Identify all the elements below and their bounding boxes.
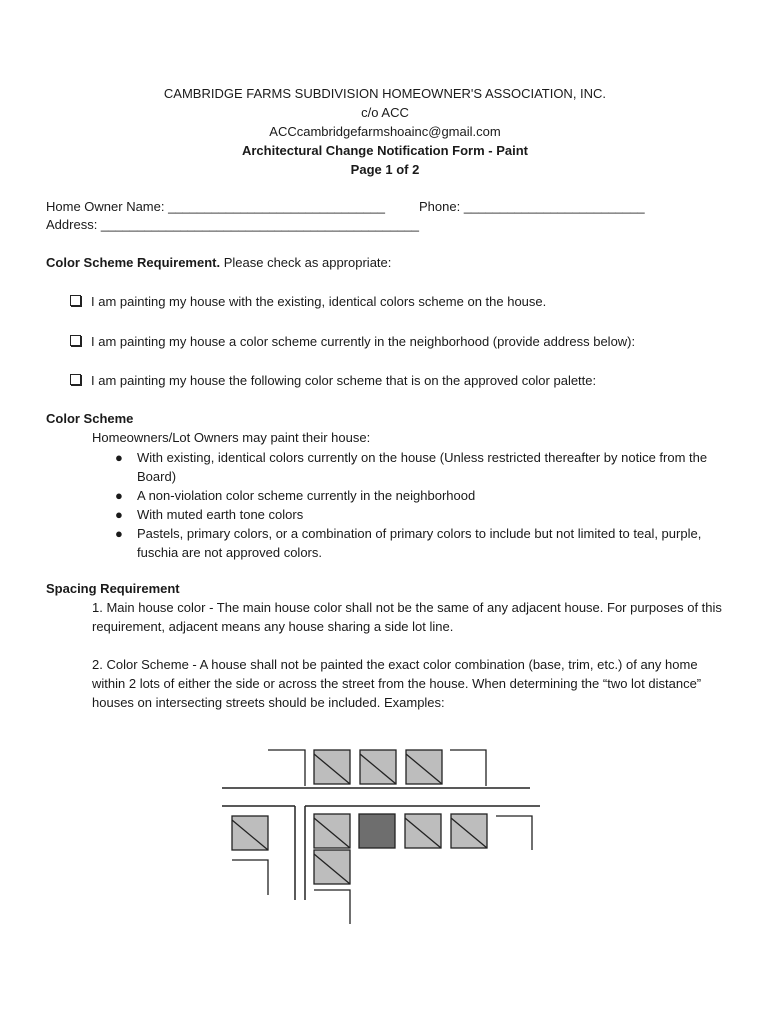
care-of-line: c/o ACC bbox=[361, 105, 409, 120]
restricted-lot bbox=[405, 814, 441, 848]
restricted-lot bbox=[406, 750, 442, 784]
spacing-item-color-scheme: 2. Color Scheme - A house shall not be painted the exact color combination (base, trim, etc.) of any home within 2 lots of either the side or across the street from the house. When determining the “two lot distance” houses on intersecting streets should be included. Examples: bbox=[92, 657, 702, 710]
form-title: Architectural Change Notification Form - Paint bbox=[241, 143, 529, 158]
list-item: ● A non-violation color scheme currently in the neighborhood bbox=[115, 488, 476, 503]
option-label: I am painting my house a color scheme currently in the neighborhood (provide address below): bbox=[91, 334, 636, 349]
list-item: ● With muted earth tone colors bbox=[115, 507, 304, 522]
empty-lot bbox=[268, 750, 305, 786]
option-label: I am painting my house the following color scheme that is on the approved color palette: bbox=[91, 373, 597, 388]
color-scheme-requirement-instruction: Please check as appropriate: bbox=[220, 255, 392, 270]
list-item: ● Pastels, primary colors, or a combination of primary colors to include but not limited to teal, purple, fuschia are not approved colors. bbox=[115, 526, 702, 560]
restricted-lot bbox=[314, 850, 350, 884]
restricted-lot bbox=[360, 750, 396, 784]
spacing-item-main-house-color: 1. Main house color - The main house color shall not be the same of any adjacent house. For purposes of this requirement, adjacent means any house sharing a side lot line. bbox=[92, 600, 722, 634]
bullet-icon: ● bbox=[115, 526, 123, 541]
spacing-requirement-heading: Spacing Requirement bbox=[46, 581, 180, 596]
empty-lot bbox=[450, 750, 486, 786]
bullet-icon: ● bbox=[115, 488, 123, 503]
restricted-lot bbox=[451, 814, 487, 848]
color-scheme-requirement-heading: Color Scheme Requirement. bbox=[46, 255, 221, 270]
restricted-lot bbox=[232, 816, 268, 850]
bullet-icon: ● bbox=[115, 507, 123, 522]
bullet-icon: ● bbox=[115, 450, 123, 465]
association-name: CAMBRIDGE FARMS SUBDIVISION HOMEOWNER'S ASSOCIATION, INC. bbox=[163, 86, 607, 101]
color-scheme-intro: Homeowners/Lot Owners may paint their house: bbox=[92, 430, 371, 445]
restricted-lot bbox=[314, 750, 350, 784]
color-scheme-heading: Color Scheme bbox=[46, 411, 134, 426]
home-owner-name-field[interactable]: Home Owner Name: ______________________________ bbox=[46, 199, 385, 214]
option-label: I am painting my house with the existing, identical colors scheme on the house. bbox=[91, 294, 547, 309]
address-field[interactable]: Address: ____________________________________________ bbox=[46, 217, 420, 232]
list-item: ● With existing, identical colors currently on the house (Unless restricted thereafter by notice from the Board) bbox=[115, 450, 708, 484]
contact-email: ACCcambridgefarmshoainc@gmail.com bbox=[269, 124, 501, 139]
subject-lot bbox=[359, 814, 395, 848]
restricted-lot bbox=[314, 814, 350, 848]
page-indicator: Page 1 of 2 bbox=[350, 162, 420, 177]
empty-lot bbox=[496, 816, 532, 850]
empty-lot bbox=[232, 860, 268, 895]
phone-field[interactable]: Phone: _________________________ bbox=[419, 199, 645, 214]
empty-lot bbox=[314, 890, 350, 924]
